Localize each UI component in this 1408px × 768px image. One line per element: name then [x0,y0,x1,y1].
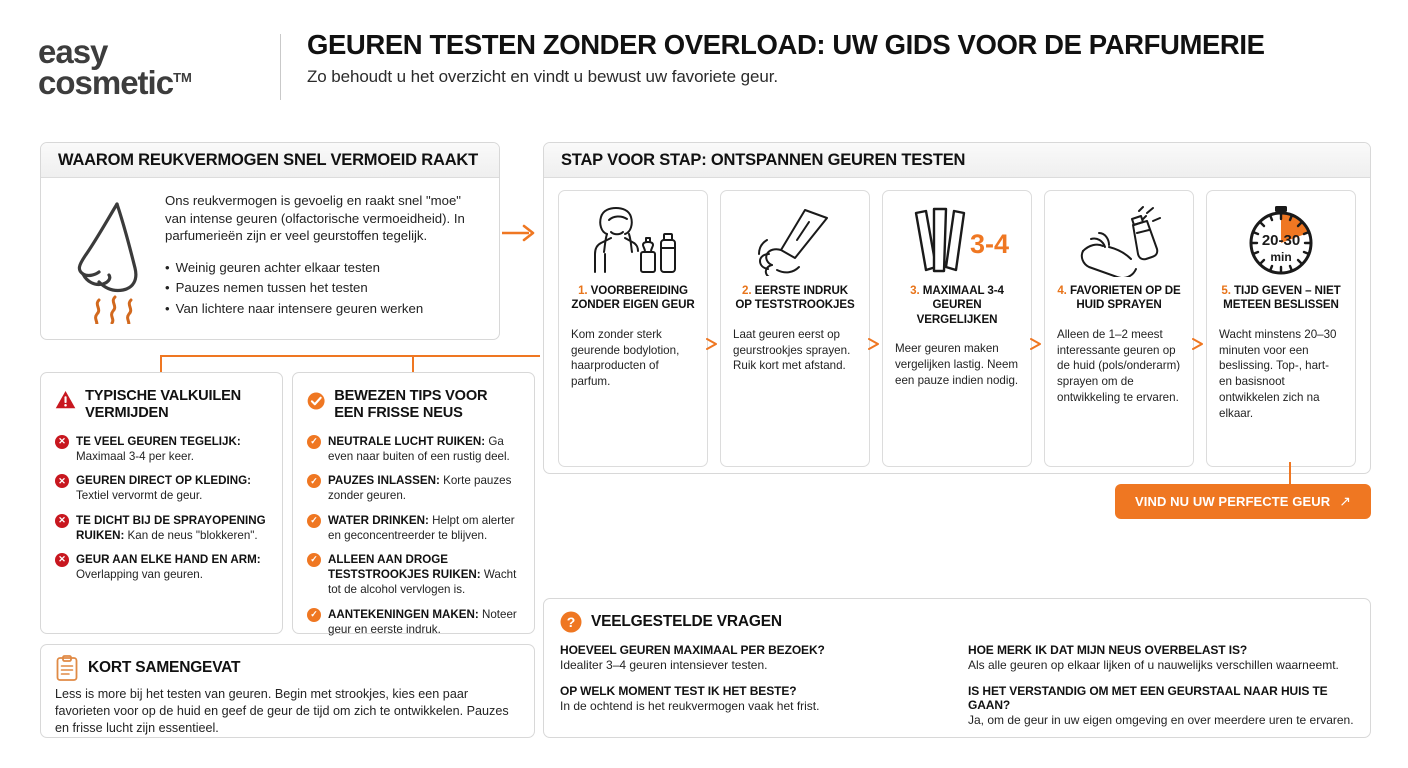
step-card-1[interactable] [558,190,708,467]
pitfalls-list [55,434,268,583]
step-number-4: 4. [1057,284,1067,297]
faq-question-2: OP WELK MOMENT TEST IK HET BESTE? [560,684,797,698]
svg-text:?: ? [566,614,576,630]
faq-question-3: IS HET VERSTANDIG OM MET EEN GEURSTAAL NAAR HUIS TE GAAN? [968,684,1328,712]
step-desc-4: Alleen de 1–2 meest interessante geuren op de huid (pols/onderarm) sprayen om de ontwikkeling te ervaren. [1057,327,1181,404]
faq-answer-3: Ja, om de geur in uw eigen omgeving en over meerdere uren te ervaren. [968,713,1354,727]
check-circle-icon [307,387,325,415]
faq-grid [560,643,1354,727]
step-title-3: 3. MAXIMAAL 3-4 GEUREN VERGELIJKEN [910,284,1004,326]
pitfall-text-3: GEUR AAN ELKE HAND EN ARM: Overlapping van geuren. [76,552,261,582]
brand-logo-line1: easy [38,33,108,70]
pitfall-item-0 [55,434,268,464]
step-number-3: 3. [910,284,920,297]
pitfalls-title: TYPISCHE VALKUILEN VERMIJDEN [85,388,241,421]
flow-arrow-step-2-3 [868,337,881,351]
faq-answer-0: Idealiter 3–4 geuren intensiever testen. [560,658,768,672]
summary-header [55,655,520,681]
cross-icon: ✕ [55,514,69,528]
summary-text: Less is more bij het testen van geuren. Begin met strookjes, kies een paar favorieten voor op de huid en geef de geur de tijd om zich te ontwikkelen. Pauzes en frisse lucht zijn essentieel. [55,687,509,735]
faq-answer-1: Als alle geuren op elkaar lijken of u nauwelijks verschillen waarneemt. [968,658,1339,672]
flow-arrow-step-3-4 [1030,337,1043,351]
page-header [38,30,1368,108]
pitfall-text-2: TE DICHT BIJ DE SPRAYOPENING RUIKEN: Kan de neus "blokkeren". [76,513,266,542]
step-number-2: 2. [741,284,752,297]
tip-item-0 [307,434,520,464]
find-perfect-scent-cta-button[interactable] [1115,484,1371,519]
three-strips-icon [895,205,1019,277]
check-icon: ✓ [307,435,321,449]
why-bullet-1: • Pauzes nemen tussen het testen [165,278,483,298]
pitfalls-panel [40,372,283,634]
cross-icon: ✕ [55,553,69,567]
check-icon: ✓ [307,514,321,528]
hand-holding-strip-icon [733,205,857,277]
tip-text-2: WATER DRINKEN: Helpt om alerter en geconcentreerder te blijven. [328,513,515,542]
tips-panel [292,372,535,634]
check-icon: ✓ [307,474,321,488]
steps-panel-header [544,143,1370,178]
tip-item-2 [307,513,520,543]
step-card-3[interactable] [882,190,1032,467]
timer-label-top: 20-30 [1261,232,1301,249]
connector-line-horizontal [160,355,540,357]
spray-on-skin-icon [1057,205,1181,277]
summary-title: KORT SAMENGEVAT [88,659,241,676]
faq-item-0 [560,643,946,672]
brand-logo [38,30,268,102]
arrow-up-right-icon: ↗ [1339,493,1351,509]
pitfall-text-1: GEUREN DIRECT OP KLEDING: Textiel vervormt de geur. [76,474,251,503]
tip-item-1 [307,473,520,503]
pitfall-item-2 [55,513,268,543]
tips-list [307,434,520,637]
pitfall-item-3 [55,552,268,582]
faq-answer-2: In de ochtend is het reukvermogen vaak het frist. [560,699,820,713]
step-number-5: 5. [1221,284,1231,297]
faq-question-0: HOEVEEL GEUREN MAXIMAAL PER BEZOEK? [560,643,825,657]
faq-question-1: HOE MERK IK DAT MIJN NEUS OVERBELAST IS? [968,643,1248,657]
steps-row [544,178,1370,467]
why-bullet-2: • Van lichtere naar intensere geuren werken [165,299,483,319]
nose-icon [55,192,159,329]
timer-label-bottom: min [1270,250,1292,264]
tip-text-1: PAUZES INLASSEN: Korte pauzes zonder geuren. [328,474,512,503]
why-bullet-0: • Weinig geuren achter elkaar testen [165,258,483,278]
header-text-block [307,30,1368,87]
pitfalls-header [55,387,268,422]
faq-item-2 [560,684,946,727]
header-divider [280,34,281,100]
timer-icon [1219,205,1343,277]
faq-item-3 [968,684,1354,727]
why-panel [40,142,500,340]
connector-line-to-cta [1289,462,1291,485]
clipboard-icon [55,655,79,681]
steps-panel [543,142,1371,474]
step-card-4[interactable] [1044,190,1194,467]
why-panel-body [41,178,499,329]
why-bullet-list [165,258,483,319]
page-title: GEUREN TESTEN ZONDER OVERLOAD: UW GIDS VOOR DE PARFUMERIE [307,29,1265,60]
steps-panel-title: STAP VOOR STAP: ONTSPANNEN GEUREN TESTEN [561,150,966,169]
faq-title: VEELGESTELDE VRAGEN [591,613,782,630]
flow-arrow-step-1-2 [706,337,719,351]
connector-line-to-tips [412,355,414,373]
tip-item-4 [307,607,520,637]
pitfall-item-1 [55,473,268,503]
pitfall-text-0: TE VEEL GEUREN TEGELIJK: Maximaal 3-4 per keer. [76,434,241,464]
tip-text-4: AANTEKENINGEN MAKEN: Noteer geur en eerste indruk. [328,607,517,636]
trademark-symbol: TM [173,70,192,86]
why-paragraph: Ons reukvermogen is gevoelig en raakt snel "moe" van intense geuren (olfactorische vermoeidheid). In parfumerieën zijn er veel geurstoffen tegelijk. [165,193,465,244]
faq-item-1 [968,643,1354,672]
question-mark-circle-icon [560,611,582,633]
step-3-badge: 3-4 [970,229,1010,259]
summary-panel [40,644,535,738]
page-subtitle: Zo behoudt u het overzicht en vindt u bewust uw favoriete geur. [307,66,778,86]
step-desc-5: Wacht minstens 20–30 minuten voor een beslissing. Top-, hart- en basisnoot ontwikkelen zich na elkaar. [1219,327,1337,420]
tips-header [307,387,520,422]
brand-logo-line2: cosmetic™ [38,64,192,102]
woman-with-products-icon [571,205,695,277]
why-panel-title: WAAROM REUKVERMOGEN SNEL VERMOEID RAAKT [58,150,478,169]
tip-item-3 [307,552,520,598]
tip-text-0: NEUTRALE LUCHT RUIKEN: Ga even naar buiten of een rustig deel. [328,434,510,464]
step-card-2[interactable] [720,190,870,467]
flow-arrow-why-to-steps [502,222,540,244]
step-card-5[interactable] [1206,190,1356,467]
step-desc-1: Kom zonder sterk geurende bodylotion, haarproducten of parfum. [571,327,680,389]
step-title-2: 2. EERSTE INDRUK OP TESTSTROOKJES [735,284,855,312]
faq-header [560,611,1354,633]
step-desc-3: Meer geuren maken vergelijken lastig. Neem een pauze indien nodig. [895,342,1019,387]
cross-icon: ✕ [55,435,69,449]
why-panel-header [41,143,499,178]
cta-label: VIND NU UW PERFECTE GEUR [1135,494,1331,509]
step-title-4: 4. FAVORIETEN OP DE HUID SPRAYEN [1057,284,1181,312]
why-text [159,192,483,329]
faq-panel [543,598,1371,738]
cross-icon: ✕ [55,474,69,488]
step-title-1: 1. VOORBEREIDING ZONDER EIGEN GEUR [571,284,695,312]
step-desc-2: Laat geuren eerst op geurstrookjes sprayen. Ruik kort met afstand. [733,327,851,373]
tip-text-3: ALLEEN AAN DROGE TESTSTROOKJES RUIKEN: Wacht tot de alcohol vervlogen is. [328,552,517,597]
connector-line-to-pitfalls [160,355,162,373]
check-icon: ✓ [307,553,321,567]
check-icon: ✓ [307,608,321,622]
step-number-1: 1. [578,284,588,297]
step-title-5: 5. TIJD GEVEN – NIET METEEN BESLISSEN [1221,284,1341,312]
warning-triangle-icon [55,387,76,413]
tips-title: BEWEZEN TIPS VOOR EEN FRISSE NEUS [334,388,488,421]
flow-arrow-step-4-5 [1192,337,1205,351]
